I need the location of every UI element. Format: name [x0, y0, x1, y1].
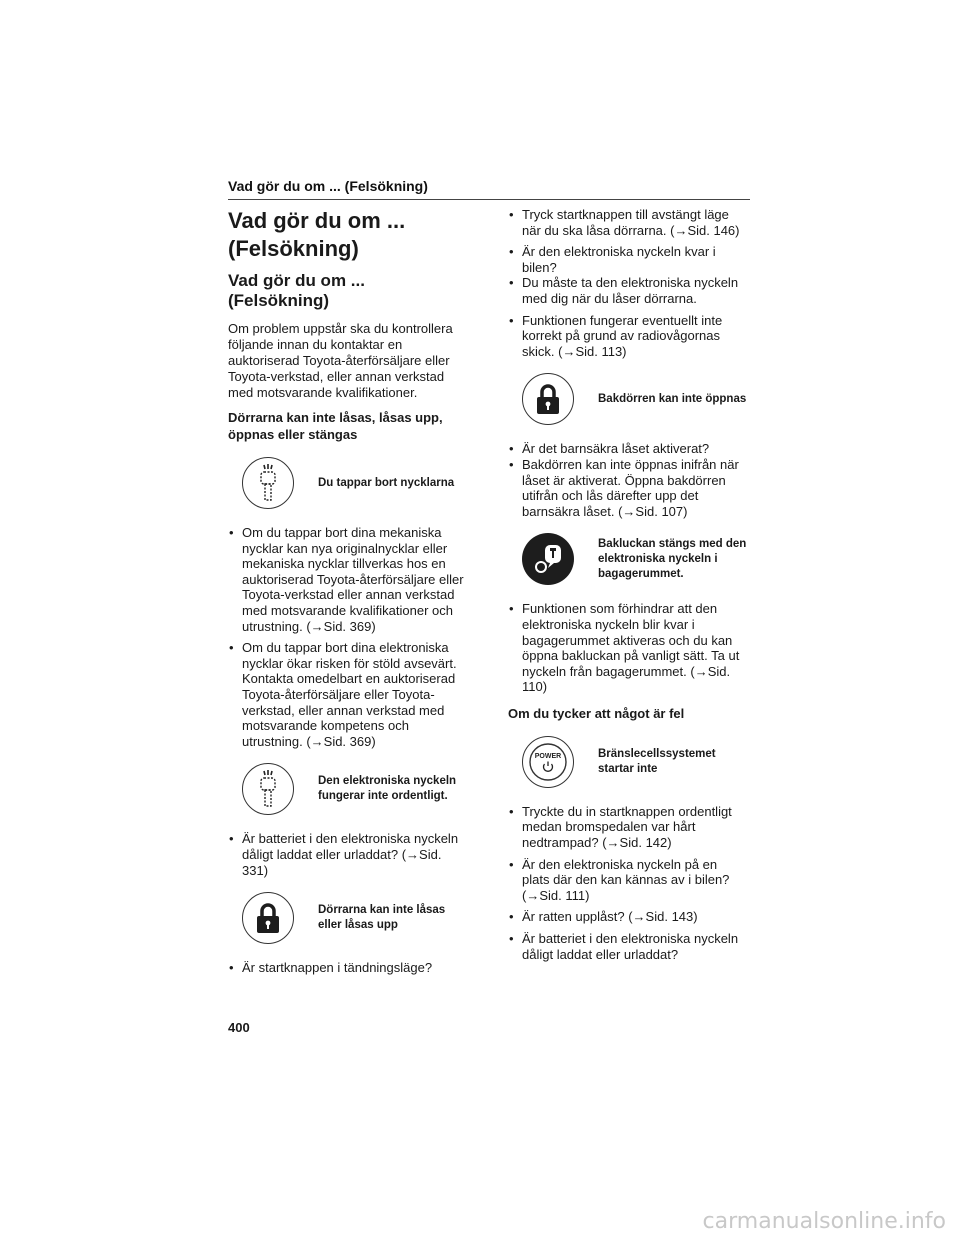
list-item: • Tryck startknappen till avstängt läge när du ska låsa dörrarna. (→Sid. 146) — [508, 207, 748, 238]
lost-keys-item — [242, 457, 468, 509]
rear-door-label: Bakdörren kan inte öppnas — [598, 392, 747, 405]
list-item: • Om du tappar bort dina elektroniska nycklar ökar risken för stöld avsevärt. Kontakta omedelbart en auktoriserad Toyota-återförsäljare eller Toyota-verkstad, eller annan verkstad med motsvarande kompetens och utrustning. (→Sid. 369) — [228, 640, 468, 749]
power-button-icon — [522, 736, 574, 788]
lock-icon — [242, 892, 294, 944]
page-title: Vad gör du om ... (Felsökning) — [228, 208, 406, 261]
running-header: Vad gör du om ... (Felsökning) — [228, 178, 428, 194]
list-item: • Bakdörren kan inte öppnas inifrån när låset är aktiverat. Öppna bakdörren utifrån och lås därefter upp det barnsäkra låset. (→Sid. 107) — [508, 457, 748, 519]
list-item: • Är batteriet i den elektroniska nyckeln dåligt laddat eller urladdat? (→Sid. 331) — [228, 831, 468, 878]
list-item: • Är den elektroniska nyckeln kvar i bilen? — [508, 244, 748, 275]
list-item: • Är ratten upplåst? (→Sid. 143) — [508, 909, 748, 925]
key-icon — [242, 763, 294, 815]
list-item: • Är startknappen i tändningsläge? — [228, 960, 468, 976]
list-item: • Tryckte du in startknappen ordentligt medan bromspedalen var hårt nedtrampad? (→Sid. 142) — [508, 804, 748, 851]
intro-paragraph: Om problem uppstår ska du kontrollera följande innan du kontaktar en auktoriserad Toyota-återförsäljare eller Toyota-verkstad, eller annan verkstad med motsvarande kvalifikationer. — [228, 321, 453, 400]
right-column — [508, 207, 748, 968]
lock-icon — [522, 373, 574, 425]
section-title: Vad gör du om ... (Felsökning) — [228, 271, 365, 310]
doors-heading: Dörrarna kan inte låsas, låsas upp, öppnas eller stängas — [228, 410, 443, 442]
doors-lock-label: Dörrarna kan inte låsas eller låsas upp — [318, 904, 446, 932]
list-item: • Är det barnsäkra låset aktiverat? — [508, 441, 748, 457]
lost-keys-label: Du tappar bort nycklarna — [318, 476, 455, 489]
left-column — [228, 207, 468, 982]
trunk-label: Bakluckan stängs med den elektroniska nyckeln i bagagerummet. — [598, 537, 747, 580]
list-item: • Du måste ta den elektroniska nyckeln med dig när du låser dörrarna. — [508, 275, 748, 306]
page-number: 400 — [228, 1020, 250, 1035]
fuel-cell-label: Bränslecellssystemet startar inte — [598, 747, 716, 775]
list-item: • Är batteriet i den elektroniska nyckeln dåligt laddat eller urladdat? — [508, 931, 748, 962]
power-text: POWER — [534, 752, 562, 760]
list-item: • Funktionen fungerar eventuellt inte korrekt på grund av radiovågornas skick. (→Sid. 113) — [508, 313, 748, 360]
list-item: • Är den elektroniska nyckeln på en plats där den kan kännas av i bilen? (→Sid. 111) — [508, 857, 748, 904]
header-rule — [228, 199, 750, 200]
list-item: • Om du tappar bort dina mekaniska nycklar kan nya originalnycklar eller mekaniska nycklar tillverkas hos en auktoriserad Toyota-återförsäljare eller Toyota-verkstad eller annan verkstad med motsvarande kvalifikationer och utrustning. (→Sid. 369) — [228, 525, 468, 634]
key-malfunction-label: Den elektroniska nyckeln fungerar inte ordentligt. — [318, 775, 457, 803]
key-malfunction-item — [242, 763, 468, 815]
trunk-item — [522, 533, 748, 585]
rear-door-item — [522, 373, 748, 425]
key-icon — [242, 457, 294, 509]
something-wrong-heading: Om du tycker att något är fel — [508, 705, 685, 721]
fuel-cell-item — [522, 736, 748, 788]
watermark: carmanualsonline.info — [702, 1209, 946, 1234]
list-item: • Funktionen som förhindrar att den elektroniska nyckeln blir kvar i bagagerummet aktiveras och du kan öppna bakluckan på vanligt sätt. Ta ut nyckeln från bagagerummet. (→Sid. 110) — [508, 601, 748, 695]
child-lock-icon — [522, 533, 574, 585]
doors-lock-item — [242, 892, 468, 944]
